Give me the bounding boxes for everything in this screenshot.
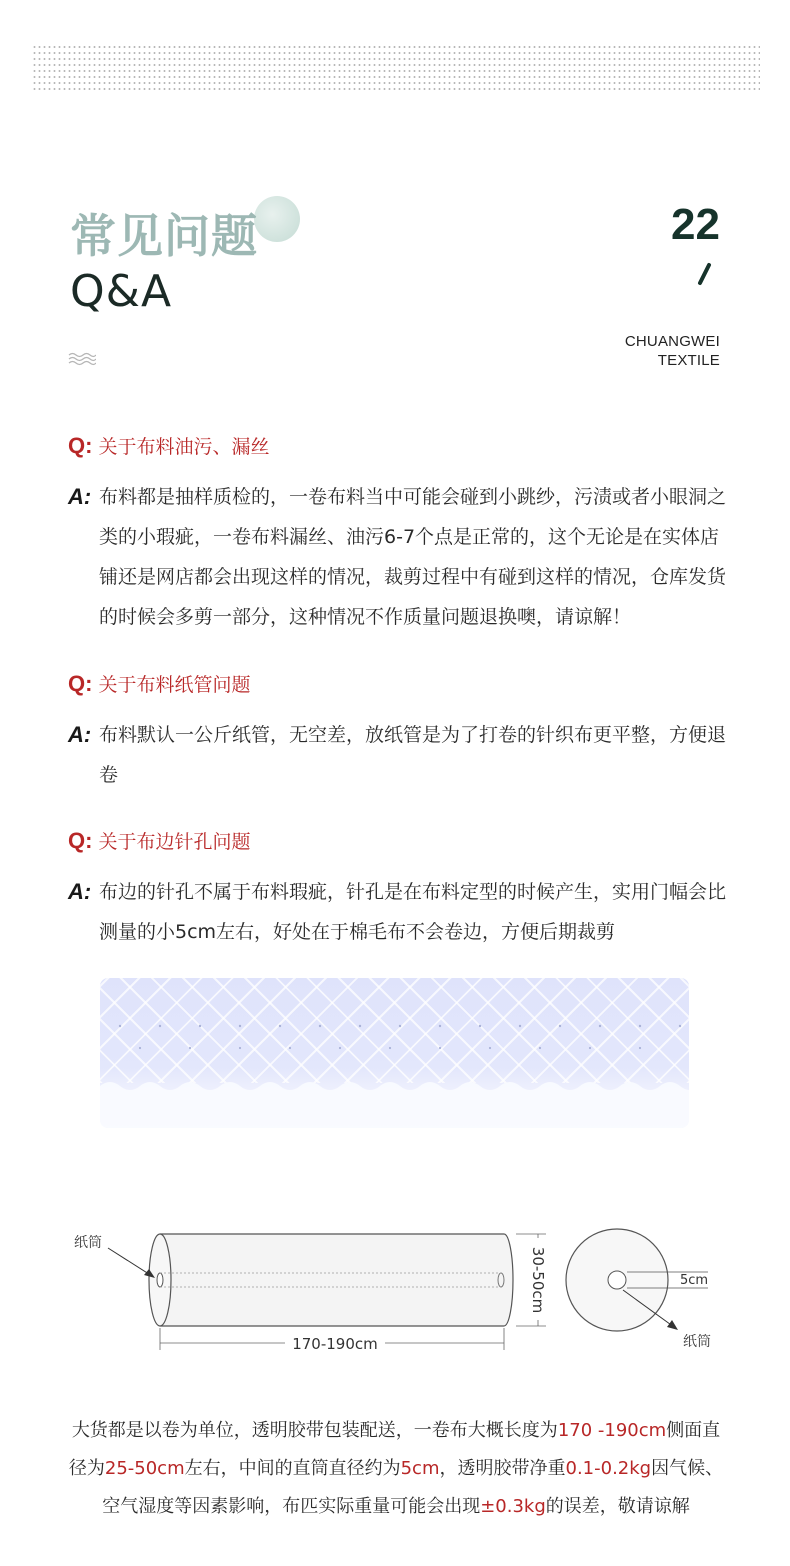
- question: [68, 827, 728, 854]
- answer: [68, 715, 728, 795]
- page-title: 常见问题: [70, 209, 258, 263]
- note-highlight: ±0.3kg: [480, 1496, 546, 1517]
- tube-label-left: 纸筒: [74, 1235, 102, 1251]
- note-highlight: 5cm: [400, 1458, 440, 1479]
- pinhole-row: [100, 978, 689, 1128]
- shipping-note: [66, 1412, 726, 1526]
- brand-line-1: CHUANGWEI: [624, 333, 720, 350]
- page-subtitle: Q&A: [70, 266, 173, 317]
- diameter-label: 30-50cm: [529, 1246, 547, 1314]
- note-text: 因气候、空气湿度等因素影响，布匹实际重量可能会出现: [102, 1458, 724, 1517]
- note-text: 的误差，敬请谅解: [545, 1496, 690, 1517]
- qa-item: [68, 670, 728, 795]
- qa-item: [68, 432, 728, 637]
- fabric-edge-photo: [100, 978, 689, 1128]
- question: [68, 432, 728, 459]
- slash-icon: [697, 262, 713, 286]
- note-highlight: 25-50cm: [104, 1458, 185, 1479]
- arrow-head-icon: [667, 1320, 678, 1330]
- brand-line-2: TEXTILE: [657, 352, 720, 369]
- note-text: ，透明胶带净重: [439, 1458, 566, 1479]
- note-highlight: 170 -190cm: [557, 1420, 667, 1441]
- a-mark: A:: [68, 722, 92, 747]
- length-label: 170-190cm: [292, 1335, 378, 1353]
- wave-icon: [68, 352, 96, 366]
- question-text: 关于布料油污、漏丝: [98, 436, 270, 458]
- page-number: 22: [671, 200, 720, 249]
- question-text: 关于布料纸管问题: [98, 674, 251, 696]
- answer: [68, 477, 728, 637]
- a-mark: A:: [68, 879, 92, 904]
- answer-text: 布料默认一公斤纸管，无空差，放纸管是为了打卷的针织布更平整，方便退卷: [99, 724, 727, 786]
- tube-pointer-left: [108, 1248, 152, 1276]
- roll-diagram: [60, 1210, 740, 1360]
- question-text: 关于布边针孔问题: [98, 831, 251, 853]
- q-mark: Q:: [68, 671, 93, 696]
- answer-text: 布料都是抽样质检的，一卷布料当中可能会碰到小跳纱，污渍或者小眼洞之类的小瑕疵，一卷布料漏丝、油污6-7个点是正常的，这个无论是在实体店铺还是网店都会出现这样的情况，裁剪过程中有碰到这样的情况，仓库发货的时候会多剪一部分，这种情况不作质量问题退换噢，请谅解！: [99, 486, 727, 628]
- tube-label-right: 纸筒: [683, 1334, 711, 1350]
- core-label: 5cm: [679, 1273, 709, 1288]
- core-circle: [608, 1271, 626, 1289]
- brand-name: [625, 332, 720, 370]
- note-text: 大货都是以卷为单位，透明胶带包装配送，一卷布大概长度为: [71, 1420, 558, 1441]
- title-decor-circle: [254, 196, 300, 242]
- core-hole-left: [157, 1273, 163, 1287]
- answer: [68, 872, 728, 952]
- roll-body: [160, 1234, 513, 1326]
- note-text: 左右，中间的直筒直径约为: [184, 1458, 401, 1479]
- q-mark: Q:: [68, 828, 93, 853]
- question: [68, 670, 728, 697]
- answer-text: 布边的针孔不属于布料瑕疵，针孔是在布料定型的时候产生，实用门幅会比测量的小5cm左右，好处在于棉毛布不会卷边，方便后期裁剪: [99, 881, 727, 943]
- dot-pattern: [32, 44, 760, 92]
- note-highlight: 0.1-0.2kg: [565, 1458, 652, 1479]
- qa-item: [68, 827, 728, 952]
- a-mark: A:: [68, 484, 92, 509]
- note-text: 侧面直径为: [68, 1420, 721, 1479]
- q-mark: Q:: [68, 433, 93, 458]
- title-block: [70, 200, 330, 270]
